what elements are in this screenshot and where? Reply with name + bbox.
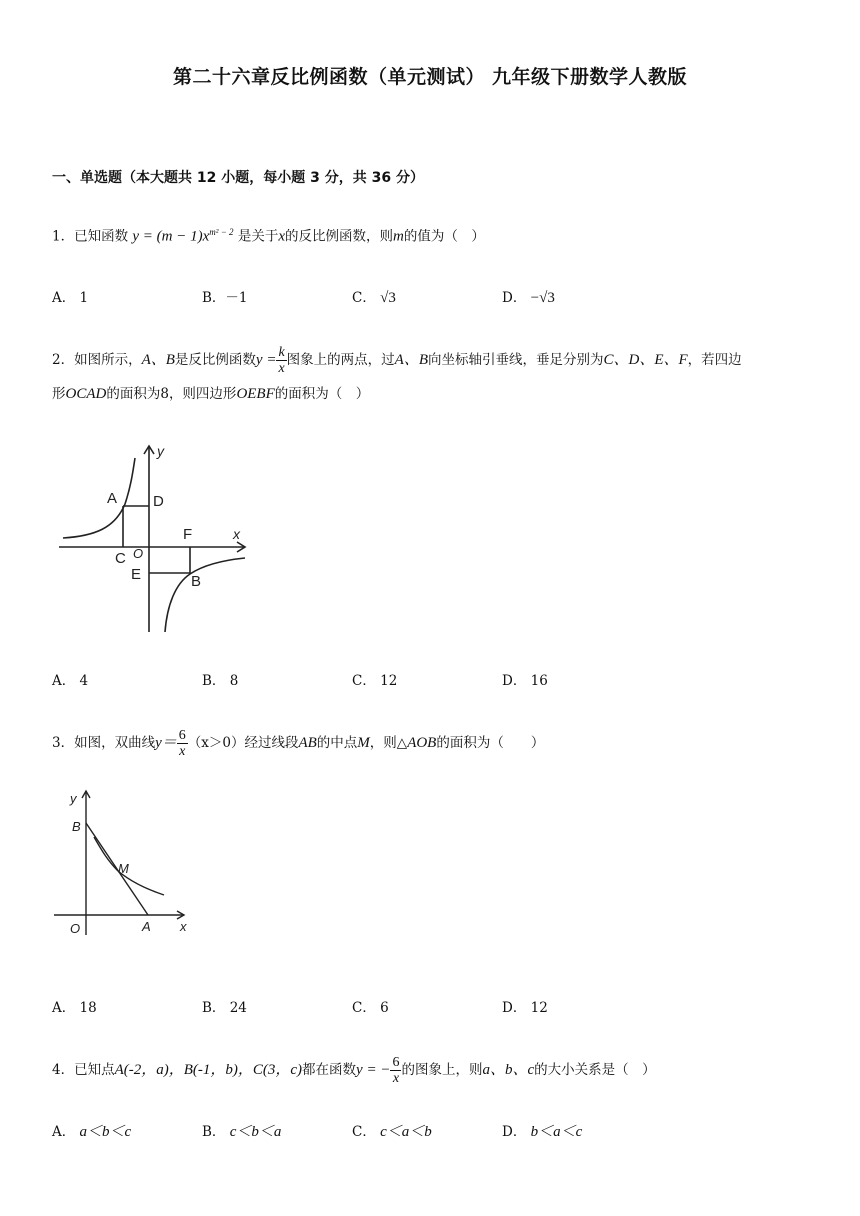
q2-curve-left <box>63 458 135 538</box>
q2-label-c: C <box>115 550 126 567</box>
q1-option-b[interactable]: B．－1 <box>202 290 248 306</box>
q3-fraction: $\frac{6}{x}$ <box>178 728 186 759</box>
q3-option-b[interactable]: B． 24 <box>202 1000 247 1016</box>
q2-label-y: y <box>157 443 164 459</box>
question-3: 3．如图，双曲线y＝ $\frac{6}{x}$ （x＞0）经过线段AB的中点M，则△AOB的面积为（ ） <box>52 728 545 759</box>
q3-option-c[interactable]: C． 6 <box>352 1000 389 1016</box>
q3-label-y: y <box>70 791 77 806</box>
q2-fraction: $\frac{k}{x}$ <box>278 345 285 376</box>
q4-option-d[interactable]: D． b＜a＜c <box>502 1124 583 1140</box>
q4-fraction: $\frac{6}{x}$ <box>392 1055 400 1086</box>
q3-figure <box>50 785 200 945</box>
q2-option-c[interactable]: C． 12 <box>352 673 398 689</box>
q1-formula: y = (m − 1)x <box>132 228 210 245</box>
question-2-line-1: 2．如图所示，A、B是反比例函数y = $\frac{k}{x}$ 图象上的两点，过A、B向坐标轴引垂线，垂足分别为C、D、E、F，若四边 <box>52 345 742 376</box>
q2-option-b[interactable]: B． 8 <box>202 673 239 689</box>
q4-option-a[interactable]: A． a＜b＜c <box>52 1124 132 1140</box>
q1-option-c[interactable]: C． √3 <box>352 290 396 306</box>
q3-label-m: M <box>118 861 129 876</box>
q2-label-x: x <box>233 526 240 542</box>
q2-label-o: O <box>133 546 144 561</box>
q3-label-x: x <box>180 919 187 934</box>
q3-label-o: O <box>70 921 81 936</box>
q2-figure <box>55 436 255 636</box>
q2-label-e: E <box>131 566 142 583</box>
q2-option-d[interactable]: D． 16 <box>502 673 548 689</box>
q2-label-f: F <box>183 526 193 543</box>
q3-label-b: B <box>72 819 81 834</box>
q3-label-a: A <box>142 919 151 934</box>
q2-curve-right <box>165 558 245 632</box>
q1-exponent: m² − 2 <box>209 227 234 237</box>
q2-option-a[interactable]: A． 4 <box>52 673 89 689</box>
q1-option-d[interactable]: D． −√3 <box>502 290 555 306</box>
question-2-line-2: 形OCAD的面积为8，则四边形OEBF的面积为（ ） <box>52 386 370 402</box>
question-4: 4．已知点A(-2，a)，B(-1，b)，C(3，c)都在函数y = − $\frac{6}{x}$ 的图象上，则a、b、c的大小关系是（ ） <box>52 1055 656 1086</box>
q4-option-b[interactable]: B． c＜b＜a <box>202 1124 282 1140</box>
q4-option-c[interactable]: C． c＜a＜b <box>352 1124 432 1140</box>
question-1: 1．已知函数 $y = (m - 1)x^{m^2 - 2}$ 是关于x的反比例函数，则m的值为（ ） <box>52 227 485 245</box>
q2-label-a: A <box>107 490 118 507</box>
q2-label-d: D <box>153 493 164 510</box>
q3-option-d[interactable]: D． 12 <box>502 1000 548 1016</box>
section-heading: 一、单选题（本大题共 12 小题，每小题 3 分，共 36 分） <box>52 170 424 186</box>
page-title: 第二十六章反比例函数（单元测试） 九年级下册数学人教版 <box>172 66 688 88</box>
q2-label-b: B <box>191 573 202 590</box>
q3-option-a[interactable]: A． 18 <box>52 1000 97 1016</box>
q1-option-a[interactable]: A． 1 <box>52 290 89 306</box>
q1-prefix: 1．已知函数 <box>52 228 129 245</box>
